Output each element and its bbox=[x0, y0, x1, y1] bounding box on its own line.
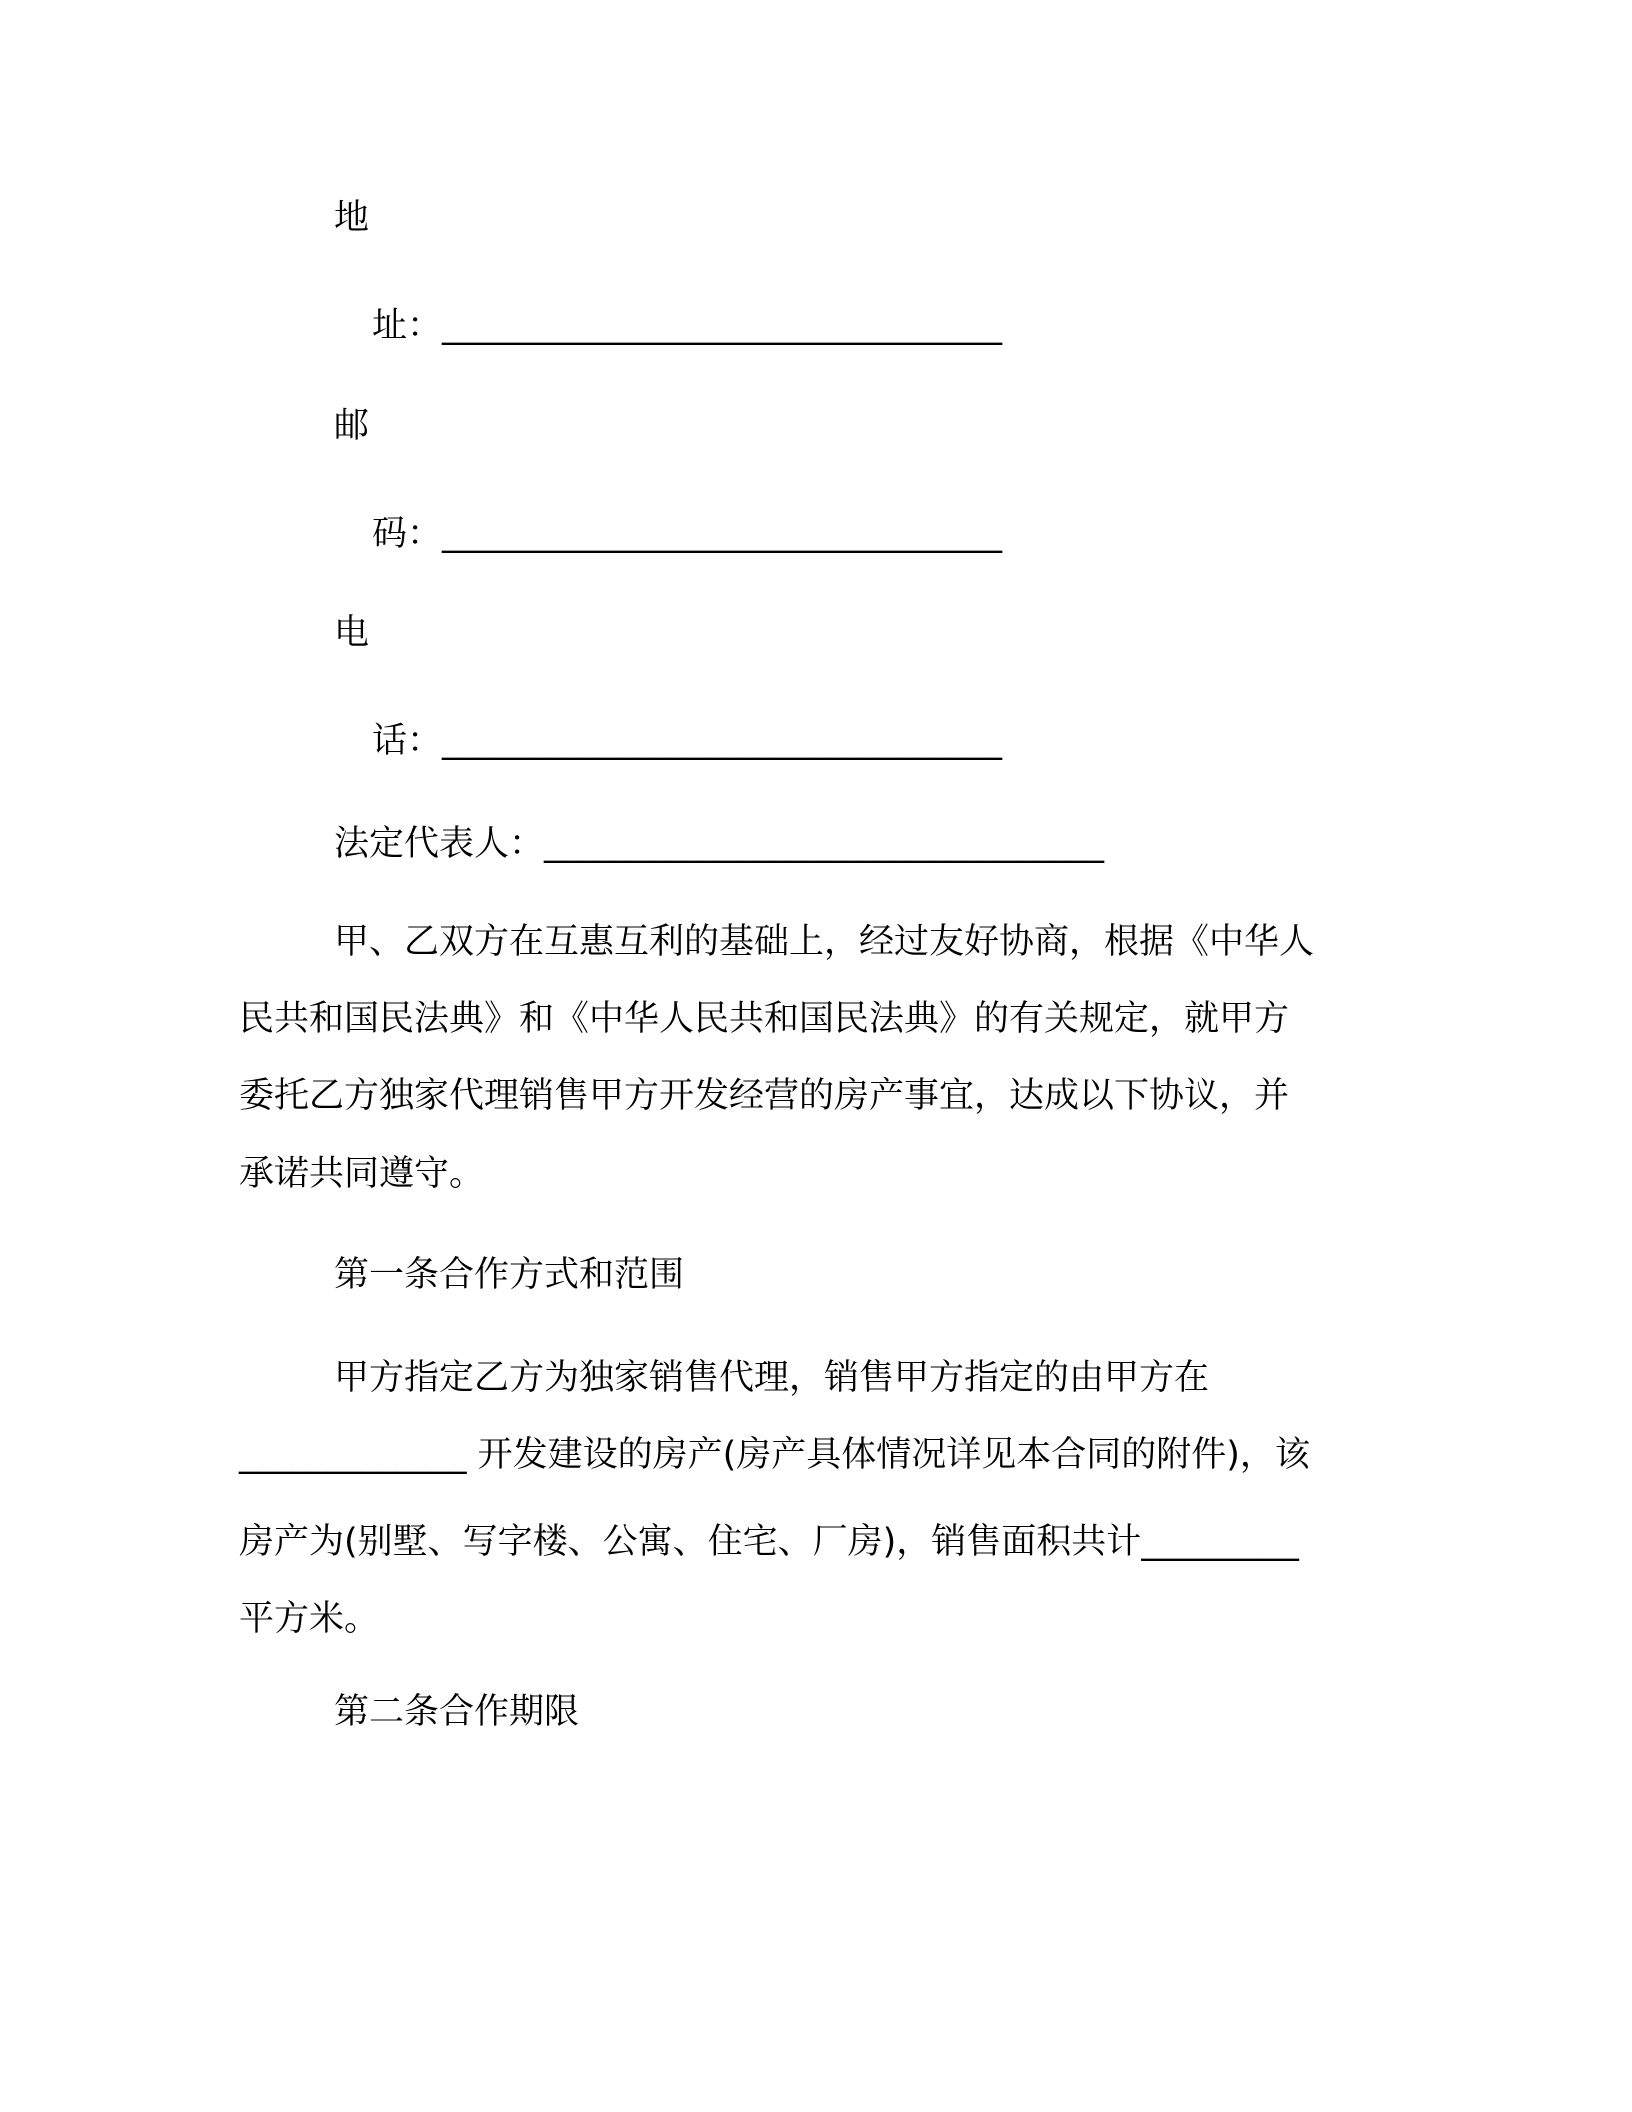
phone-label-char1: 电 bbox=[334, 613, 370, 653]
legal-rep-label: 法定代表人： bbox=[334, 824, 545, 864]
preamble-line-3: 委托乙方独家代理销售甲方开发经营的房产事宜，达成以下协议，并 bbox=[239, 1076, 1290, 1116]
preamble-line-1: 甲、乙双方在互惠互利的基础上，经过友好协商，根据《中华人 bbox=[334, 922, 1315, 962]
article1-line-4: 平方米。 bbox=[239, 1599, 380, 1639]
legal-rep-line bbox=[334, 822, 1104, 866]
legal-rep-blank[interactable]: ________________________________ bbox=[544, 824, 1105, 864]
article1-line-2-text: 开发建设的房产(房产具体情况详见本合同的附件)，该 bbox=[466, 1435, 1310, 1475]
article2-heading: 第二条合作期限 bbox=[334, 1692, 580, 1732]
address-blank[interactable]: ________________________________ bbox=[442, 306, 1003, 346]
location-blank[interactable]: _____________ bbox=[239, 1435, 467, 1475]
phone-blank[interactable]: ________________________________ bbox=[442, 721, 1003, 761]
article1-line-2 bbox=[239, 1433, 1310, 1477]
area-blank[interactable]: _________ bbox=[1141, 1522, 1299, 1562]
address-label-line bbox=[372, 304, 1002, 348]
postcode-label-line bbox=[372, 512, 1002, 556]
article1-heading: 第一条合作方式和范围 bbox=[334, 1255, 685, 1295]
article1-line-1: 甲方指定乙方为独家销售代理，销售甲方指定的由甲方在 bbox=[334, 1358, 1210, 1398]
article1-line-3-text: 房产为(别墅、写字楼、公寓、住宅、厂房)，销售面积共计 bbox=[239, 1522, 1142, 1562]
postcode-label-char1: 邮 bbox=[334, 406, 370, 446]
preamble-line-2: 民共和国民法典》和《中华人民共和国民法典》的有关规定，就甲方 bbox=[239, 999, 1290, 1039]
article1-line-3 bbox=[239, 1520, 1299, 1564]
postcode-label-char2: 码： bbox=[372, 514, 443, 554]
postcode-blank[interactable]: ________________________________ bbox=[442, 514, 1003, 554]
preamble-line-4: 承诺共同遵守。 bbox=[239, 1154, 485, 1194]
address-label-char1: 地 bbox=[334, 198, 370, 238]
address-label-char2: 址： bbox=[372, 306, 443, 346]
phone-label-line bbox=[372, 719, 1002, 763]
phone-label-char2: 话： bbox=[372, 721, 443, 761]
